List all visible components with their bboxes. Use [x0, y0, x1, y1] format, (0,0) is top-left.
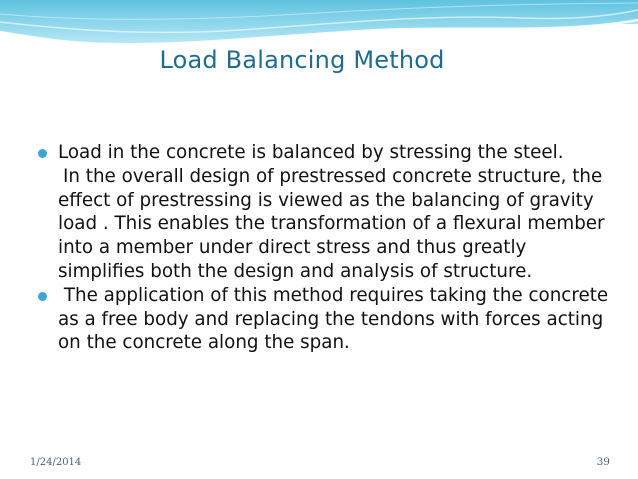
body-paragraph: In the overall design of prestressed concrete structure, the effect of prestressing is viewed as the balancing of gravity load . This enables the transformation of a flexural member into a member under direct stress and thus greatly simplifies both the design and analysis of structure. — [58, 165, 605, 282]
bullet-item-2 — [38, 284, 613, 355]
bullet-item-2-text: The application of this method requires taking the concrete as a free body and replacing the tendons with forces acting on the concrete along the span. — [58, 284, 614, 354]
slide-title-text: Load Balancing Method — [159, 46, 445, 74]
page-number: 39 — [596, 456, 610, 468]
bullet-item-1-text: Load in the concrete is balanced by stressing the steel. — [58, 142, 564, 163]
slide-title — [0, 46, 638, 74]
footer-date: 1/24/2014 — [30, 457, 82, 468]
decorative-header-band — [0, 0, 638, 48]
slide-body — [38, 141, 613, 355]
bullet-dot-icon — [38, 292, 47, 301]
bullet-item-1 — [38, 141, 613, 165]
bullet-dot-icon — [38, 149, 47, 158]
